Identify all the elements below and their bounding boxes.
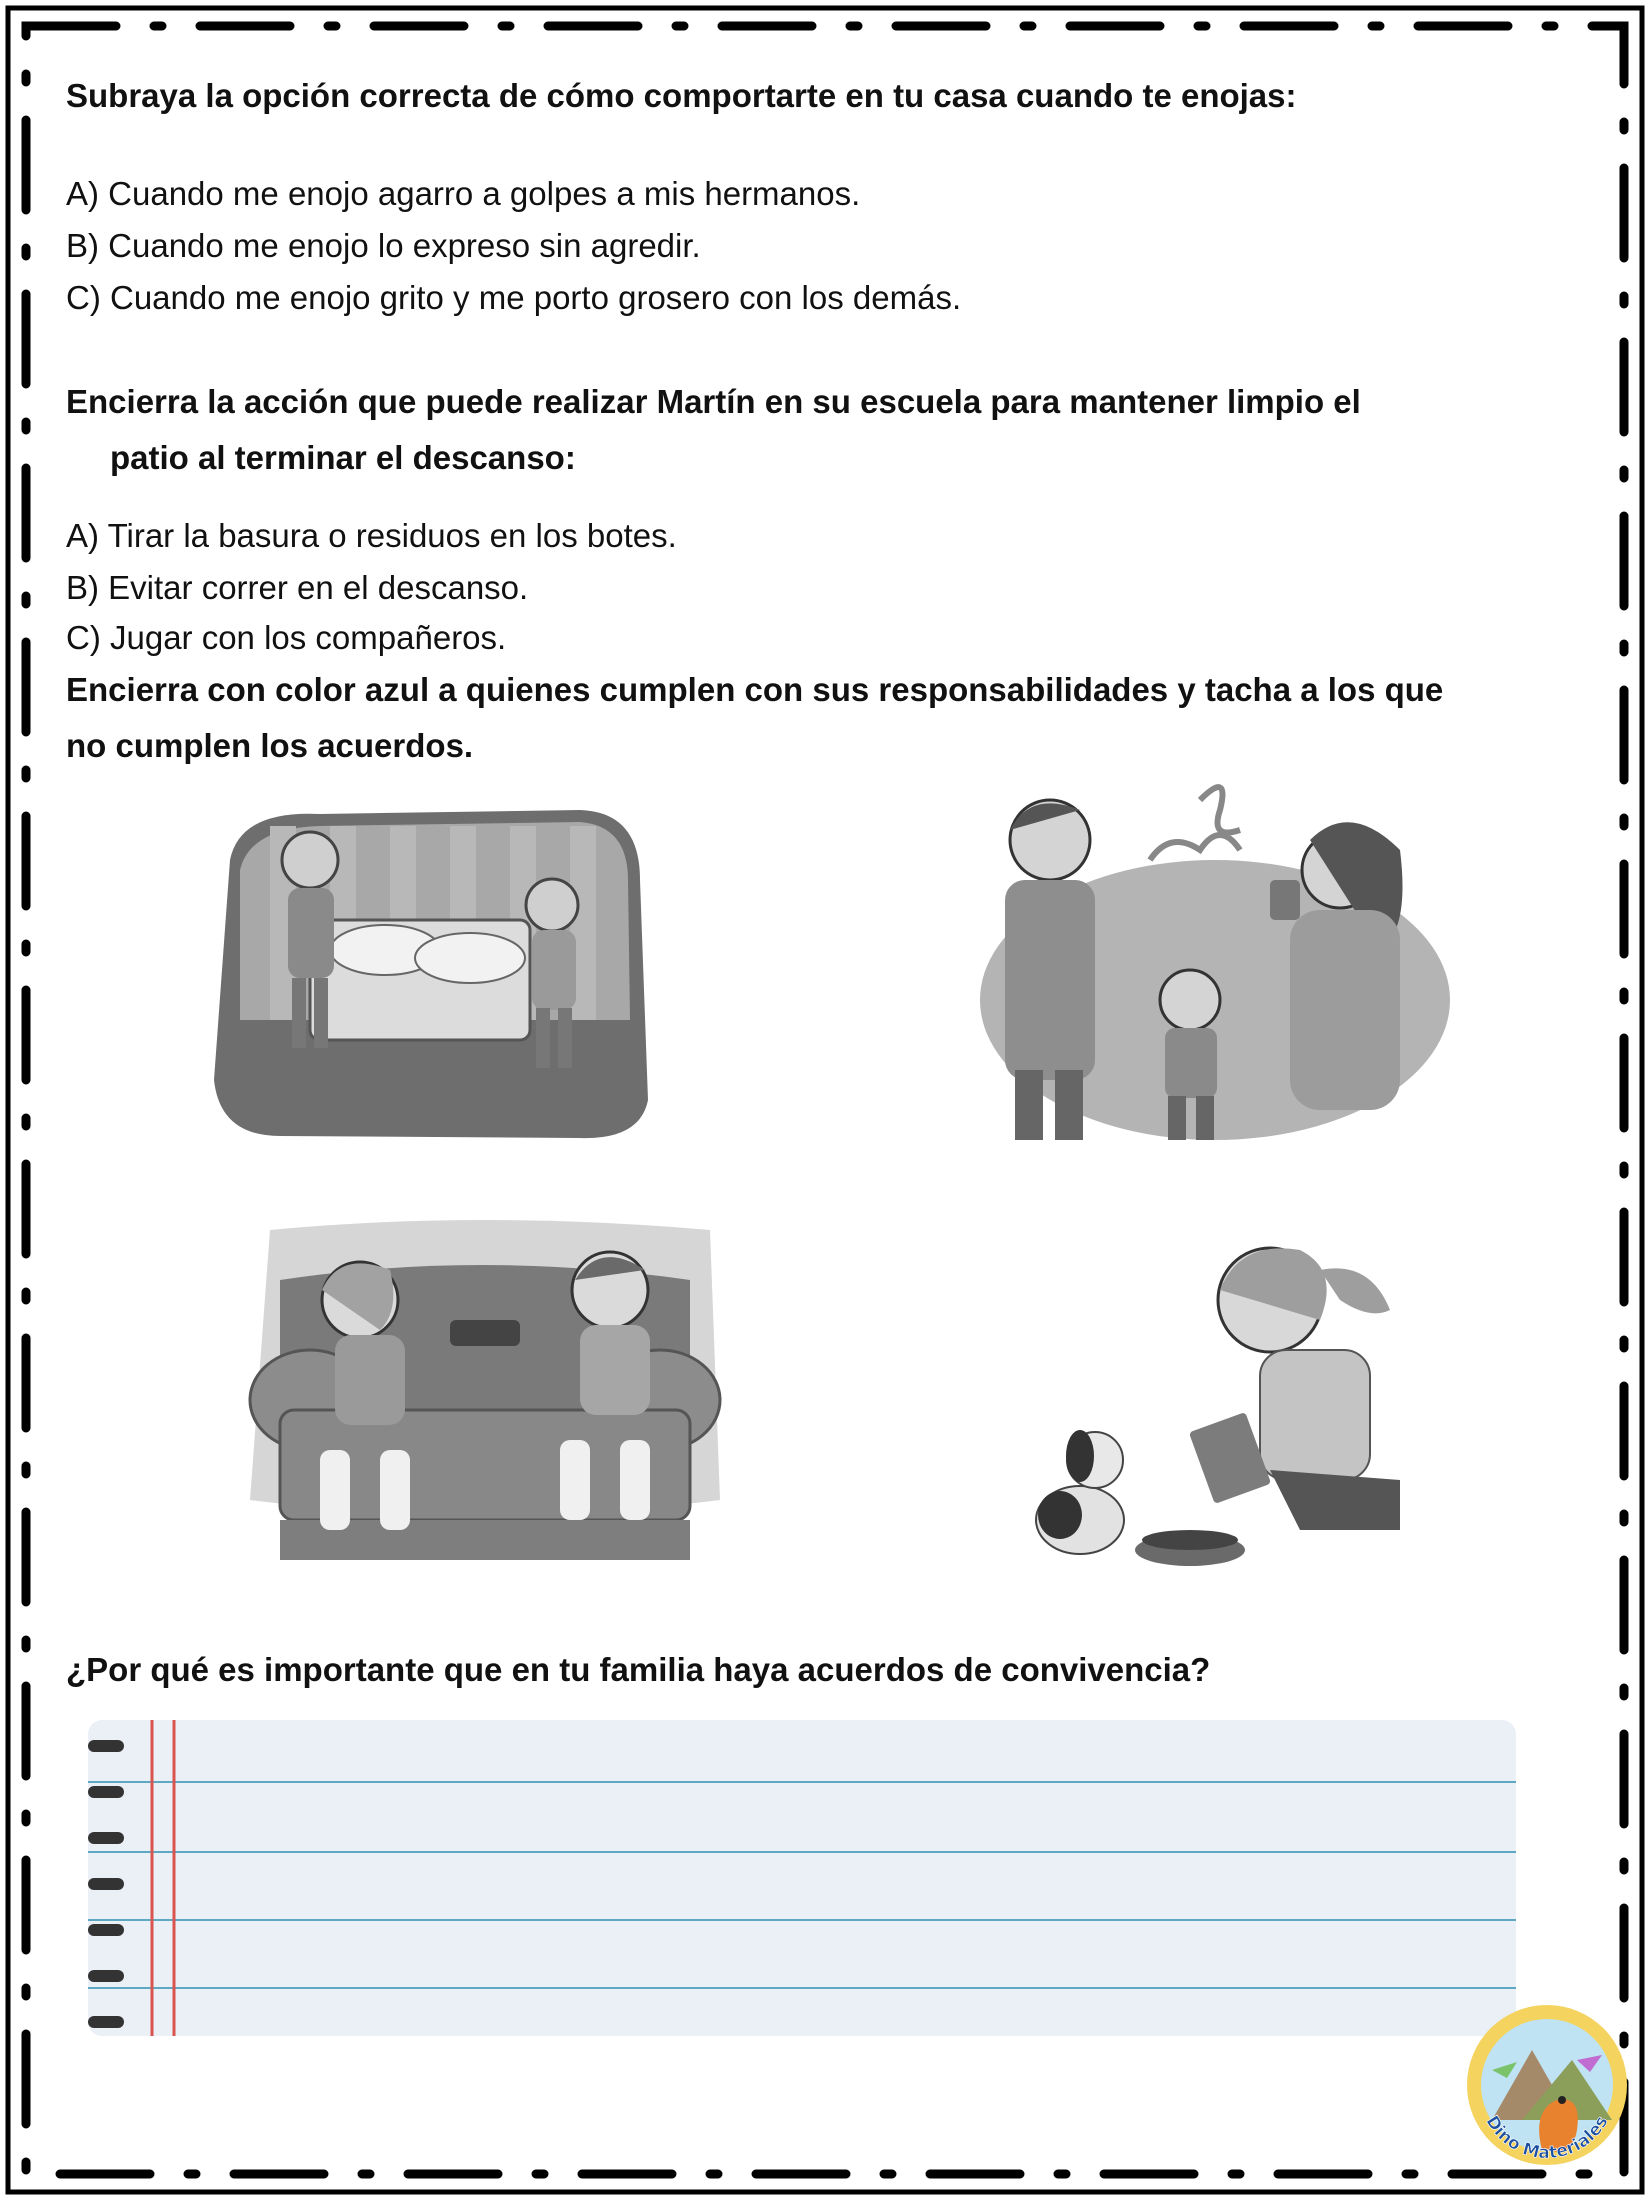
question-2-prompt-line2: patio al terminar el descanso: [110, 439, 576, 476]
question-1-option-a[interactable]: A) Cuando me enojo agarro a golpes a mis hermanos. [66, 175, 861, 212]
question-1-prompt: Subraya la opción correcta de cómo comportarte en tu casa cuando te enojas: [66, 77, 1297, 114]
question-2-option-b[interactable]: B) Evitar correr en el descanso. [66, 569, 529, 606]
question-4-prompt: ¿Por qué es importante que en tu familia haya acuerdos de convivencia? [66, 1651, 1211, 1688]
question-1-option-b[interactable]: B) Cuando me enojo lo expreso sin agredir. [66, 227, 701, 264]
dino-materiales-logo [1462, 2000, 1632, 2170]
answer-writing-area[interactable] [88, 1720, 1516, 2036]
question-3-prompt-line2: no cumplen los acuerdos. [66, 727, 474, 764]
logo-text: Dino Materiales [1481, 2112, 1613, 2164]
question-2-option-c[interactable]: C) Jugar con los compañeros. [66, 619, 507, 656]
question-2-option-a[interactable]: A) Tirar la basura o residuos en los botes. [66, 517, 677, 554]
question-3-prompt-line1: Encierra con color azul a quienes cumplen con sus responsabilidades y tacha a los que [66, 671, 1444, 708]
illustration-kids-fighting-remote[interactable] [240, 1200, 730, 1570]
question-1-option-c[interactable]: C) Cuando me enojo grito y me porto grosero con los demás. [66, 279, 962, 316]
illustration-kids-making-bed[interactable] [200, 800, 660, 1150]
illustration-girl-feeding-dog[interactable] [1000, 1230, 1440, 1570]
question-2-prompt-line1: Encierra la acción que puede realizar Martín en su escuela para mantener limpio el [66, 383, 1361, 420]
illustration-parents-bad-habits[interactable] [970, 770, 1450, 1150]
